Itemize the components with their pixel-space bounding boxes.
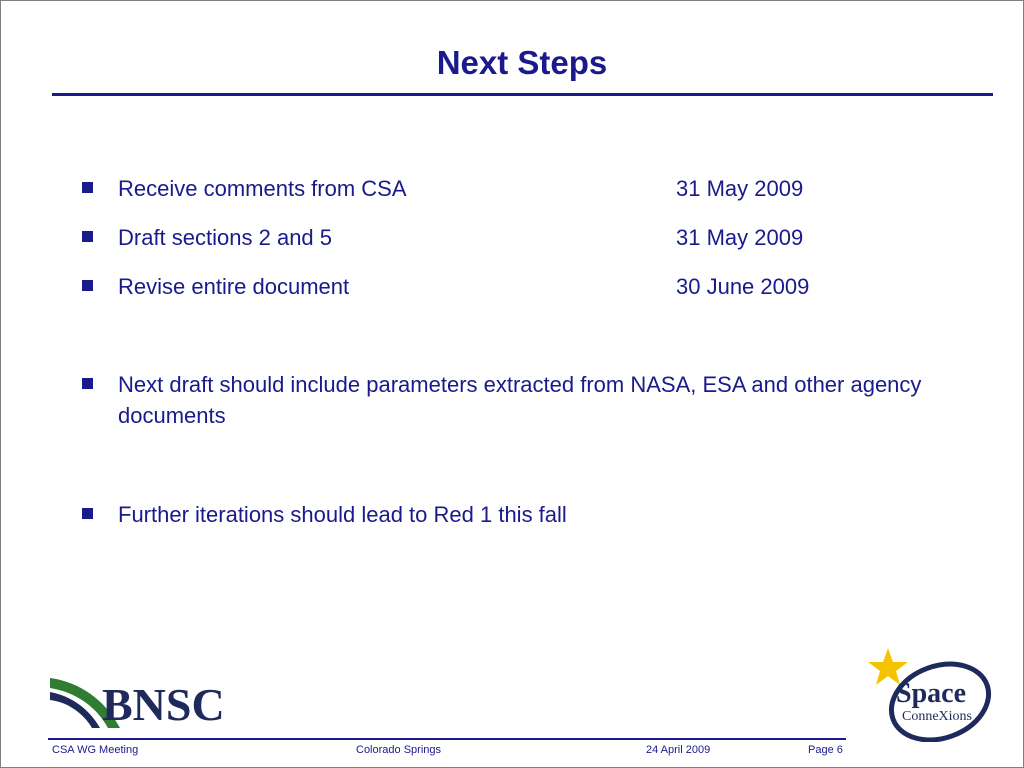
footer-meeting: CSA WG Meeting [52,744,139,756]
task-text: Receive comments from CSA [118,176,407,201]
bullet-icon [82,378,93,389]
note-text: Next draft should include parameters extracted from NASA, ESA and other agency documents [118,372,922,428]
task-text: Draft sections 2 and 5 [118,225,333,250]
bullet-icon [82,280,93,291]
slide-title: Next Steps [436,44,608,81]
title-underline [52,93,993,96]
task-text: Revise entire document [118,274,350,299]
footer-date: 24 April 2009 [646,744,711,756]
bnsc-wordmark: BNSC [102,679,225,730]
space-connexions-logo [866,642,996,742]
task-date: 30 June 2009 [676,274,810,299]
task-date: 31 May 2009 [676,225,804,250]
footer-location: Colorado Springs [356,744,441,756]
task-date: 31 May 2009 [676,176,804,201]
footer-rule [48,738,846,740]
connexions-wordmark: ConneXions [902,709,972,724]
bnsc-logo [50,672,235,732]
note-text: Further iterations should lead to Red 1 this fall [118,502,567,527]
bullet-icon [82,231,93,242]
footer-page-number: Page 6 [808,744,843,756]
bullet-icon [82,182,93,193]
bullet-icon [82,508,93,519]
space-wordmark: Space [896,678,966,709]
